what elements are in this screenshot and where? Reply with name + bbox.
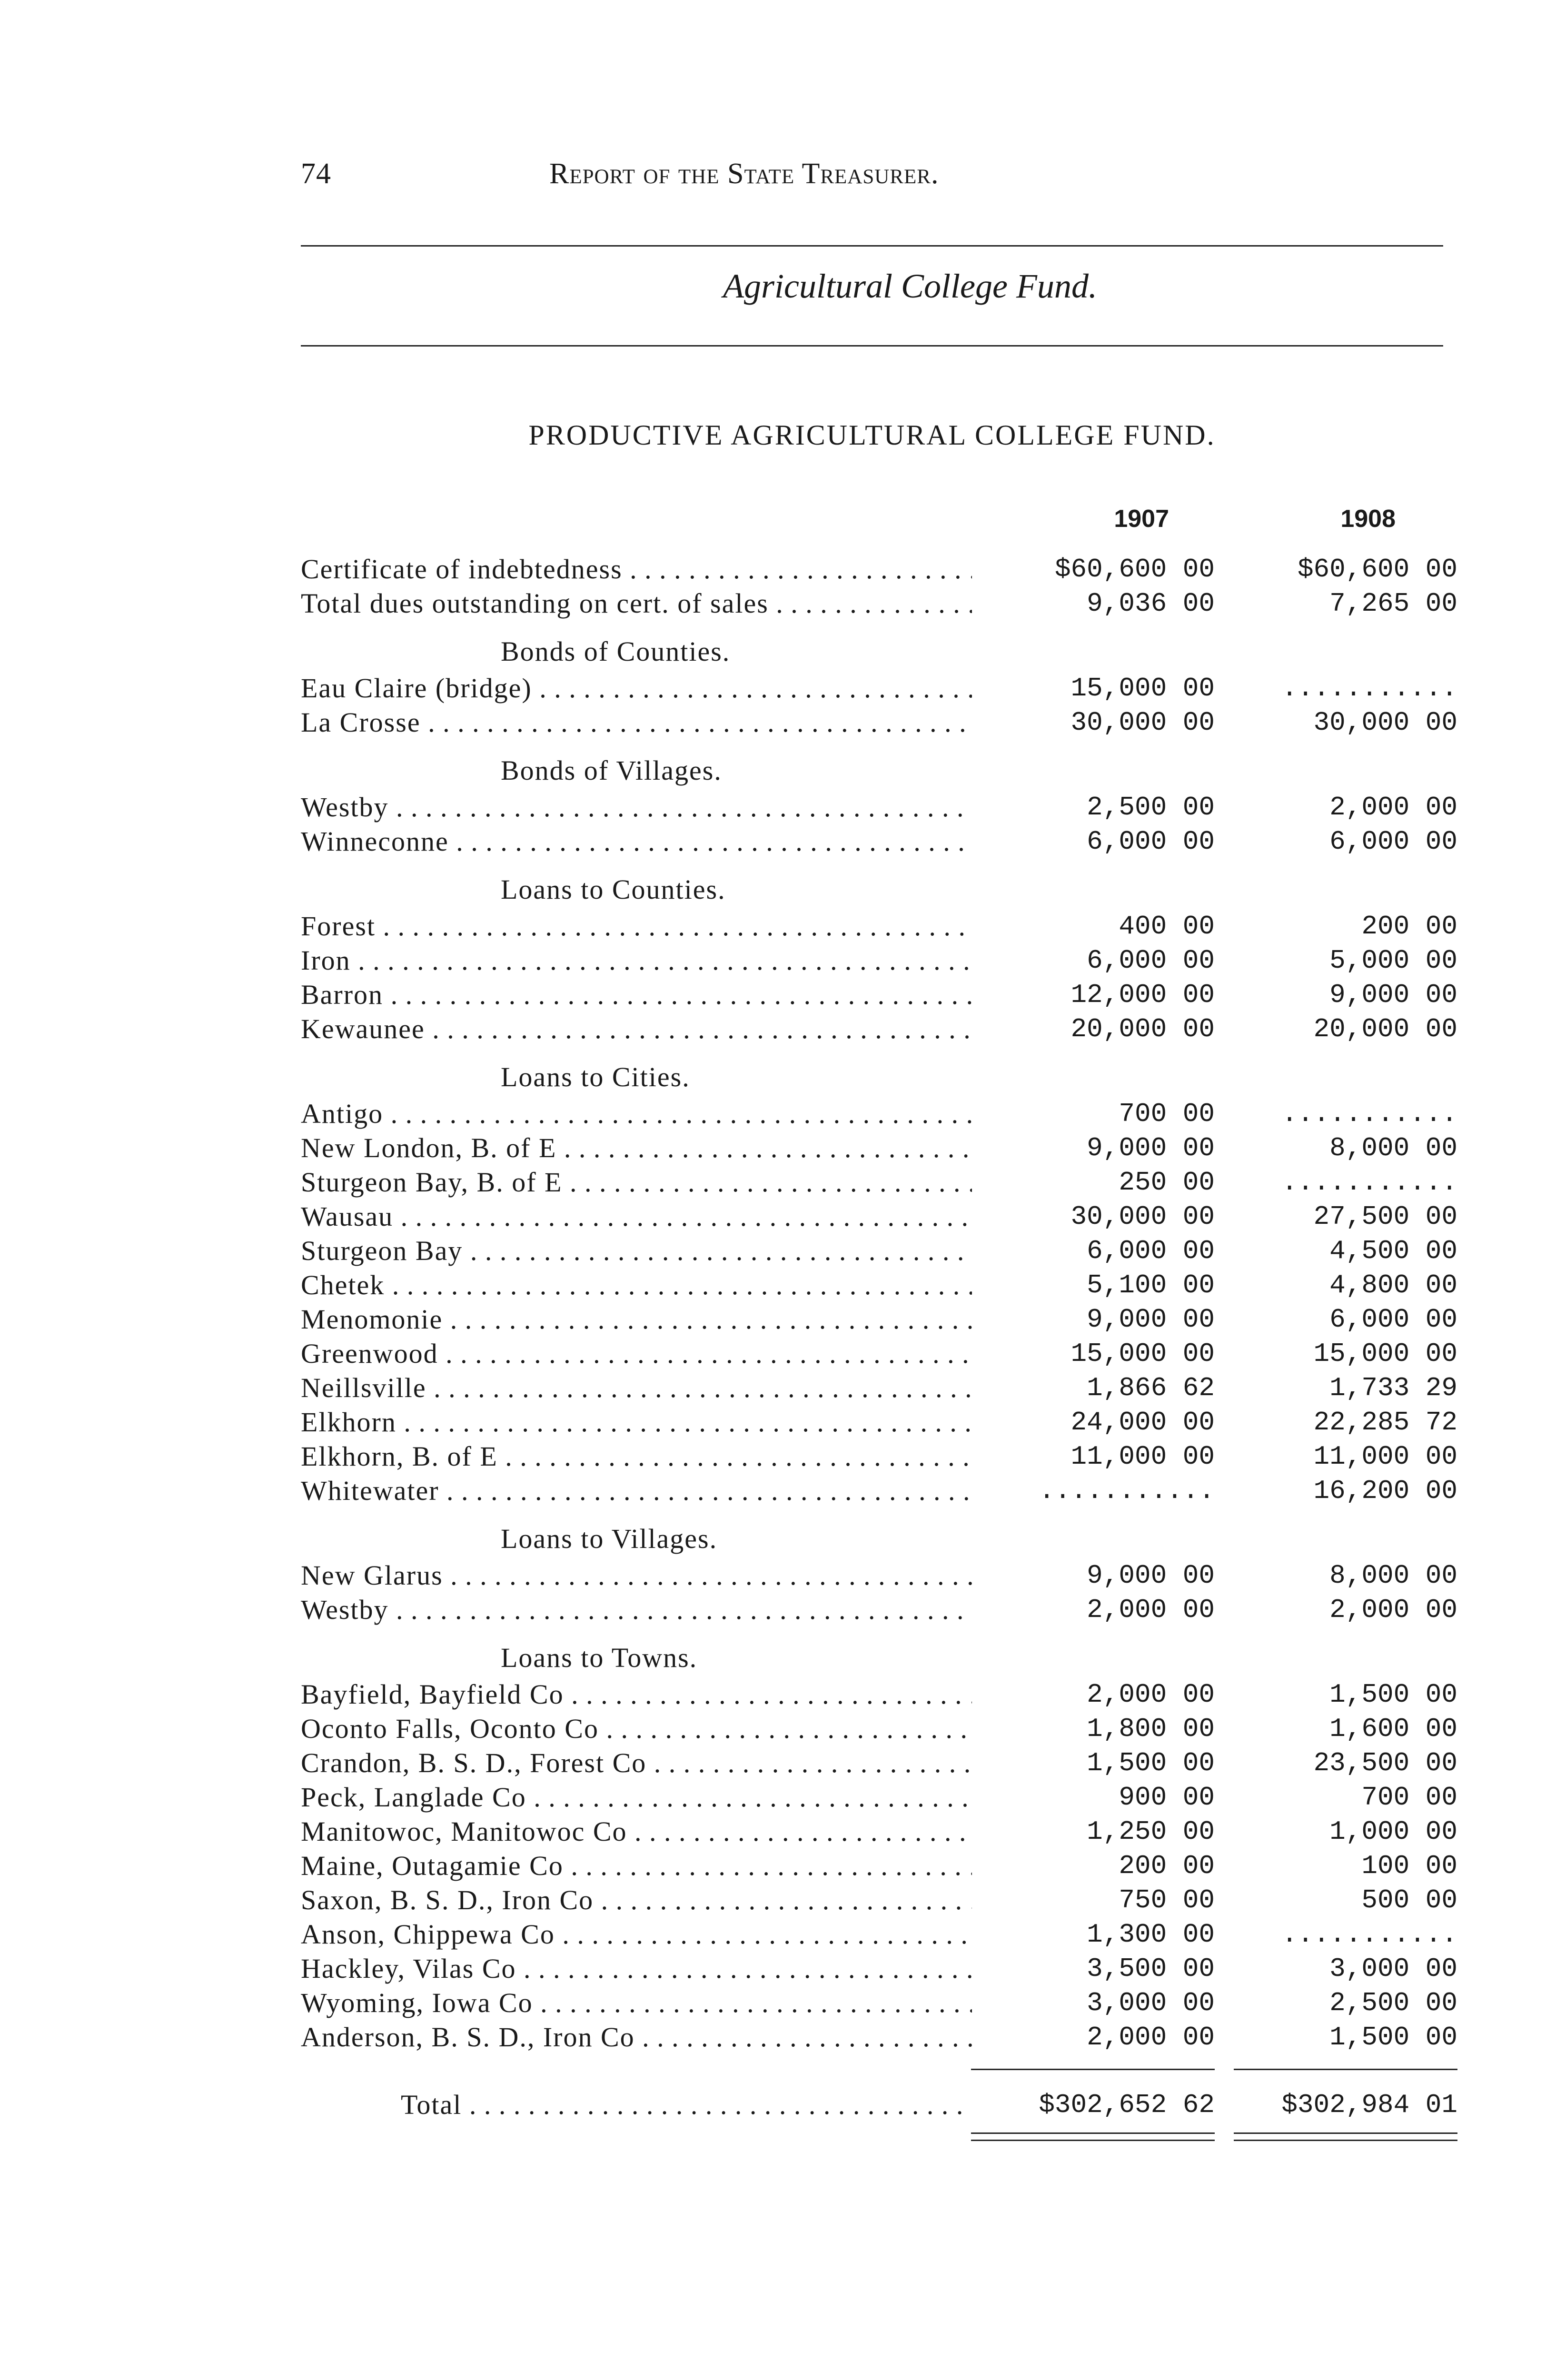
column-header-1908: 1908	[1340, 505, 1396, 533]
row-label: Manitowoc, Manitowoc Co . . .	[301, 1815, 972, 1849]
amount-1908: 3,000 00	[1329, 1954, 1457, 1984]
section-title: Agricultural College Fund.	[723, 267, 1097, 305]
row-label: Wyoming, Iowa Co . . .	[301, 1986, 972, 2020]
ledger-row	[301, 909, 1457, 943]
row-label: Total . . .	[301, 2088, 972, 2122]
amount-1907: 9,000 00	[1087, 1304, 1215, 1335]
row-label: Kewaunee . . .	[301, 1012, 972, 1046]
group-heading: Bonds of Counties.	[501, 636, 731, 667]
group-heading: Loans to Towns.	[501, 1642, 698, 1673]
amount-1908: 20,000 00	[1313, 1014, 1457, 1044]
ledger-row	[301, 1474, 1457, 1508]
amount-1908: 1,500 00	[1329, 1679, 1457, 1710]
sum-rule-row	[301, 2054, 1443, 2088]
ledger-row	[301, 1234, 1457, 1268]
double-rule-1908	[1234, 2132, 1457, 2141]
amount-1907: 3,500 00	[1087, 1954, 1215, 1984]
amount-1908: 1,600 00	[1329, 1714, 1457, 1744]
amount-1908: ...........	[1281, 673, 1457, 704]
page-number: 74	[301, 158, 331, 190]
amount-1907: 30,000 00	[1070, 707, 1215, 738]
amount-1907: 9,036 00	[1087, 588, 1215, 619]
top-rule	[301, 245, 1443, 247]
amount-1907: 9,000 00	[1087, 1560, 1215, 1591]
row-label: Greenwood . . .	[301, 1337, 972, 1371]
ledger-row	[301, 1986, 1457, 2020]
amount-1908: 15,000 00	[1313, 1339, 1457, 1369]
amount-1907: 1,800 00	[1087, 1714, 1215, 1744]
amount-1908: 23,500 00	[1313, 1748, 1457, 1778]
amount-1907: 2,000 00	[1087, 2022, 1215, 2053]
amount-1907: 9,000 00	[1087, 1133, 1215, 1163]
amount-1907: 2,000 00	[1087, 1679, 1215, 1710]
ledger-row	[301, 1439, 1457, 1474]
amount-1908: 8,000 00	[1329, 1560, 1457, 1591]
ledger-row	[301, 552, 1457, 586]
amount-1908: 1,733 29	[1329, 1373, 1457, 1403]
ledger-row	[301, 1952, 1457, 1986]
ledger-row	[301, 1815, 1457, 1849]
ledger-table	[301, 552, 1457, 2151]
amount-1908: $302,984 01	[1281, 2090, 1457, 2120]
ledger-row	[301, 1337, 1457, 1371]
row-label: Whitewater . . .	[301, 1474, 972, 1508]
amount-1907: 12,000 00	[1070, 980, 1215, 1010]
row-label: Crandon, B. S. D., Forest Co . . .	[301, 1746, 972, 1780]
ledger-row	[301, 1405, 1457, 1439]
row-label: Hackley, Vilas Co . . .	[301, 1952, 972, 1986]
row-label: Neillsville . . .	[301, 1371, 972, 1405]
amount-1908: 8,000 00	[1329, 1133, 1457, 1163]
row-label: Maine, Outagamie Co . . .	[301, 1849, 972, 1883]
row-label: Iron . . .	[301, 943, 972, 978]
row-label: Bayfield, Bayfield Co . . .	[301, 1677, 972, 1712]
amount-1907: 700 00	[1119, 1099, 1215, 1129]
row-label: Barron . . .	[301, 978, 972, 1012]
group-heading: Loans to Counties.	[501, 874, 726, 905]
row-label: Forest . . .	[301, 909, 972, 943]
ledger-row	[301, 1302, 1457, 1337]
amount-1908: 500 00	[1361, 1885, 1457, 1915]
amount-1907: 750 00	[1119, 1885, 1215, 1915]
amount-1907: $60,600 00	[1054, 554, 1215, 585]
amount-1907: 20,000 00	[1070, 1014, 1215, 1044]
amount-1907: 30,000 00	[1070, 1201, 1215, 1232]
amount-1907: 2,500 00	[1087, 792, 1215, 823]
amount-1908: 16,200 00	[1313, 1476, 1457, 1506]
amount-1908: 1,500 00	[1329, 2022, 1457, 2053]
amount-1907: 900 00	[1119, 1782, 1215, 1813]
row-label: Elkhorn . . .	[301, 1405, 972, 1439]
amount-1908: ...........	[1281, 1919, 1457, 1950]
row-label: Winneconne . . .	[301, 824, 972, 859]
ledger-row	[301, 1371, 1457, 1405]
amount-1908: 4,500 00	[1329, 1236, 1457, 1266]
amount-1908: 6,000 00	[1329, 1304, 1457, 1335]
amount-1908: $60,600 00	[1297, 554, 1457, 585]
amount-1908: 11,000 00	[1313, 1441, 1457, 1472]
row-label: Wausau . . .	[301, 1200, 972, 1234]
row-label: La Crosse . . .	[301, 705, 972, 740]
amount-1907: 6,000 00	[1087, 1236, 1215, 1266]
row-label: Saxon, B. S. D., Iron Co . . .	[301, 1883, 972, 1917]
group-heading: Loans to Villages.	[501, 1523, 718, 1554]
amount-1908: 700 00	[1361, 1782, 1457, 1813]
ledger-row	[301, 1593, 1457, 1627]
ledger-row	[301, 1012, 1457, 1046]
row-label: Anson, Chippewa Co . . .	[301, 1917, 972, 1952]
amount-1908: 200 00	[1361, 911, 1457, 942]
amount-1907: 15,000 00	[1070, 673, 1215, 704]
amount-1907: 24,000 00	[1070, 1407, 1215, 1438]
row-label: Sturgeon Bay . . .	[301, 1234, 972, 1268]
amount-1907: 1,300 00	[1087, 1919, 1215, 1950]
amount-1908: 9,000 00	[1329, 980, 1457, 1010]
ledger-row	[301, 1268, 1457, 1302]
running-title: Report of the State Treasurer.	[549, 158, 939, 190]
amount-1908: 30,000 00	[1313, 707, 1457, 738]
amount-1907: $302,652 62	[1039, 2090, 1215, 2120]
amount-1908: 2,000 00	[1329, 792, 1457, 823]
ledger-row	[301, 790, 1457, 824]
amount-1907: ...........	[1039, 1476, 1215, 1506]
amount-1907: 6,000 00	[1087, 826, 1215, 857]
row-label: Westby . . .	[301, 1593, 972, 1627]
ledger-row	[301, 1131, 1457, 1165]
ledger-row	[301, 1097, 1457, 1131]
row-label: Menomonie . . .	[301, 1302, 972, 1337]
ledger-row	[301, 1200, 1457, 1234]
ledger-row	[301, 2020, 1457, 2054]
amount-1908: 1,000 00	[1329, 1816, 1457, 1847]
double-rule-row	[301, 2122, 1443, 2151]
ledger-row	[301, 1165, 1457, 1200]
row-label: Sturgeon Bay, B. of E . . .	[301, 1165, 972, 1200]
ledger-row	[301, 1677, 1457, 1712]
amount-1907: 250 00	[1119, 1167, 1215, 1198]
ledger-row	[301, 1558, 1457, 1593]
ledger-row	[301, 1712, 1457, 1746]
amount-1908: 2,500 00	[1329, 1988, 1457, 2018]
amount-1908: 4,800 00	[1329, 1270, 1457, 1300]
sum-rule-1907	[971, 2069, 1215, 2070]
ledger-row	[301, 1746, 1457, 1780]
row-label: New Glarus . . .	[301, 1558, 972, 1593]
amount-1907: 1,250 00	[1087, 1816, 1215, 1847]
amount-1907: 5,100 00	[1087, 1270, 1215, 1300]
amount-1908: 100 00	[1361, 1851, 1457, 1881]
group-heading: Bonds of Villages.	[501, 755, 722, 786]
row-label: Chetek . . .	[301, 1268, 972, 1302]
ledger-row	[301, 586, 1457, 621]
ledger-row	[301, 824, 1457, 859]
fund-title: PRODUCTIVE AGRICULTURAL COLLEGE FUND.	[528, 419, 1216, 451]
amount-1908: 27,500 00	[1313, 1201, 1457, 1232]
row-label: Oconto Falls, Oconto Co . . .	[301, 1712, 972, 1746]
double-rule-1907	[971, 2132, 1215, 2141]
amount-1908: 22,285 72	[1313, 1407, 1457, 1438]
amount-1907: 3,000 00	[1087, 1988, 1215, 2018]
ledger-row	[301, 978, 1457, 1012]
ledger-row	[301, 1849, 1457, 1883]
amount-1908: 6,000 00	[1329, 826, 1457, 857]
sum-rule-1908	[1234, 2069, 1457, 2070]
row-label: Antigo . . .	[301, 1097, 972, 1131]
total-row	[301, 2088, 1457, 2122]
amount-1908: 2,000 00	[1329, 1595, 1457, 1625]
row-label: Peck, Langlade Co . . .	[301, 1780, 972, 1815]
running-head	[301, 157, 1443, 209]
row-label: Westby . . .	[301, 790, 972, 824]
row-label: Eau Claire (bridge) . . .	[301, 671, 972, 705]
section-rule	[301, 345, 1443, 347]
row-label: New London, B. of E . . .	[301, 1131, 972, 1165]
amount-1907: 200 00	[1119, 1851, 1215, 1881]
row-label: Total dues outstanding on cert. of sales . . .	[301, 586, 972, 621]
amount-1907: 15,000 00	[1070, 1339, 1215, 1369]
amount-1907: 1,500 00	[1087, 1748, 1215, 1778]
amount-1908: ...........	[1281, 1099, 1457, 1129]
amount-1907: 400 00	[1119, 911, 1215, 942]
amount-1908: 7,265 00	[1329, 588, 1457, 619]
amount-1908: ...........	[1281, 1167, 1457, 1198]
amount-1907: 11,000 00	[1070, 1441, 1215, 1472]
amount-1908: 5,000 00	[1329, 945, 1457, 976]
row-label: Certificate of indebtedness . . .	[301, 552, 972, 586]
ledger-row	[301, 1780, 1457, 1815]
ledger-row	[301, 671, 1457, 705]
ledger-row	[301, 1917, 1457, 1952]
amount-1907: 1,866 62	[1087, 1373, 1215, 1403]
amount-1907: 2,000 00	[1087, 1595, 1215, 1625]
ledger-row	[301, 943, 1457, 978]
ledger-row	[301, 705, 1457, 740]
row-label: Anderson, B. S. D., Iron Co . . .	[301, 2020, 972, 2054]
amount-1907: 6,000 00	[1087, 945, 1215, 976]
ledger-row	[301, 1883, 1457, 1917]
group-heading: Loans to Cities.	[501, 1061, 690, 1092]
column-header-1907: 1907	[1114, 505, 1169, 533]
row-label: Elkhorn, B. of E . . .	[301, 1439, 972, 1474]
